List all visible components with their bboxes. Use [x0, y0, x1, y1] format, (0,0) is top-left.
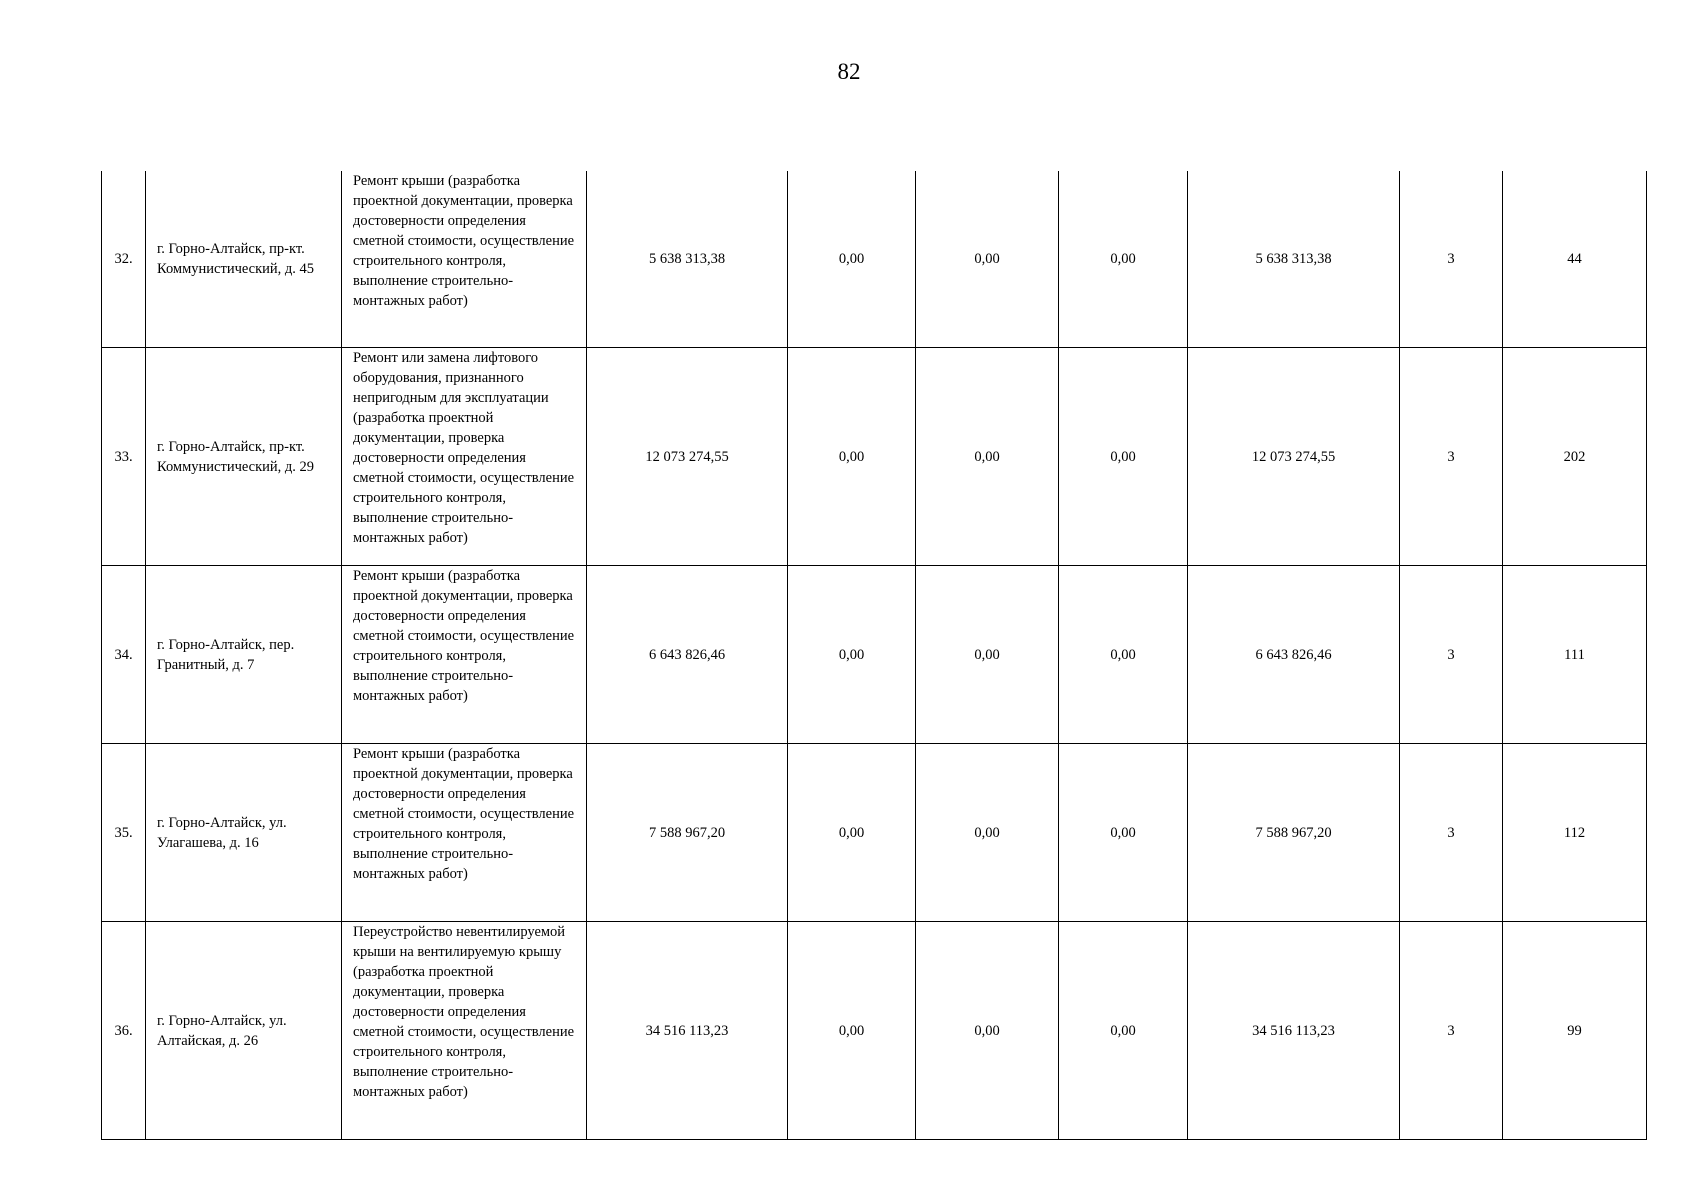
- value-cell: 3: [1400, 744, 1503, 922]
- value-cell: 3: [1400, 566, 1503, 744]
- total-cost-cell: 12 073 274,55: [587, 348, 788, 566]
- row-number: 35.: [102, 744, 146, 922]
- work-description-text: Переустройство невентилируемой крыши на вентилируемую крышу (разработка проектной документации, проверка достоверности определения сметной стоимости, осуществление строительного контроля, выполнение строительно-монтажных работ): [353, 924, 575, 1100]
- total-cost-cell: 34 516 113,23: [587, 922, 788, 1140]
- total-cost-cell: 5 638 313,38: [587, 171, 788, 348]
- amount-cell: 0,00: [1059, 348, 1188, 566]
- work-description-cell: [342, 922, 587, 1140]
- amount-cell: 6 643 826,46: [1188, 566, 1400, 744]
- table-row: [102, 348, 1647, 566]
- work-description-cell: [342, 348, 587, 566]
- amount-cell: 0,00: [788, 922, 916, 1140]
- total-cost-cell: 7 588 967,20: [587, 744, 788, 922]
- amount-cell: 0,00: [788, 171, 916, 348]
- value-cell: 3: [1400, 348, 1503, 566]
- amount-cell: 7 588 967,20: [1188, 744, 1400, 922]
- work-description-text: Ремонт крыши (разработка проектной документации, проверка достоверности определения сметной стоимости, осуществление строительного контроля, выполнение строительно-монтажных работ): [353, 568, 575, 704]
- address-cell: г. Горно-Алтайск, ул. Улагашева, д. 16: [146, 744, 342, 922]
- value-cell: 112: [1503, 744, 1647, 922]
- value-cell: 44: [1503, 171, 1647, 348]
- address-cell: г. Горно-Алтайск, ул. Алтайская, д. 26: [146, 922, 342, 1140]
- table-row: [102, 744, 1647, 922]
- work-description-cell: [342, 566, 587, 744]
- amount-cell: 0,00: [1059, 922, 1188, 1140]
- amount-cell: 0,00: [1059, 171, 1188, 348]
- amount-cell: 0,00: [916, 566, 1059, 744]
- work-description-cell: [342, 171, 587, 348]
- amount-cell: 0,00: [788, 348, 916, 566]
- amount-cell: 0,00: [1059, 566, 1188, 744]
- page-number: 82: [837, 59, 861, 84]
- amount-cell: 0,00: [1059, 744, 1188, 922]
- amount-cell: 0,00: [916, 348, 1059, 566]
- amount-cell: 34 516 113,23: [1188, 922, 1400, 1140]
- amount-cell: 0,00: [916, 922, 1059, 1140]
- amount-cell: 0,00: [916, 744, 1059, 922]
- amount-cell: 12 073 274,55: [1188, 348, 1400, 566]
- address-cell: г. Горно-Алтайск, пр-кт. Коммунистический, д. 45: [146, 171, 342, 348]
- amount-cell: 0,00: [788, 566, 916, 744]
- amount-cell: 5 638 313,38: [1188, 171, 1400, 348]
- row-number: 32.: [102, 171, 146, 348]
- row-number: 34.: [102, 566, 146, 744]
- work-description-text: Ремонт крыши (разработка проектной документации, проверка достоверности определения сметной стоимости, осуществление строительного контроля, выполнение строительно-монтажных работ): [353, 173, 575, 309]
- table-row: [102, 922, 1647, 1140]
- amount-cell: 0,00: [916, 171, 1059, 348]
- work-description-cell: [342, 744, 587, 922]
- table-row: [102, 171, 1647, 348]
- work-description-text: Ремонт или замена лифтового оборудования, признанного непригодным для эксплуатации (разработка проектной документации, проверка достоверности определения сметной стоимости, осуществление строительного контроля, выполнение строительно-монтажных работ): [353, 350, 575, 546]
- address-cell: г. Горно-Алтайск, пер. Гранитный, д. 7: [146, 566, 342, 744]
- address-cell: г. Горно-Алтайск, пр-кт. Коммунистический, д. 29: [146, 348, 342, 566]
- value-cell: 3: [1400, 922, 1503, 1140]
- total-cost-cell: 6 643 826,46: [587, 566, 788, 744]
- table-row: [102, 566, 1647, 744]
- value-cell: 99: [1503, 922, 1647, 1140]
- value-cell: 3: [1400, 171, 1503, 348]
- capital-repair-table: [101, 171, 1647, 1140]
- row-number: 33.: [102, 348, 146, 566]
- work-description-text: Ремонт крыши (разработка проектной документации, проверка достоверности определения сметной стоимости, осуществление строительного контроля, выполнение строительно-монтажных работ): [353, 746, 575, 882]
- amount-cell: 0,00: [788, 744, 916, 922]
- value-cell: 111: [1503, 566, 1647, 744]
- value-cell: 202: [1503, 348, 1647, 566]
- row-number: 36.: [102, 922, 146, 1140]
